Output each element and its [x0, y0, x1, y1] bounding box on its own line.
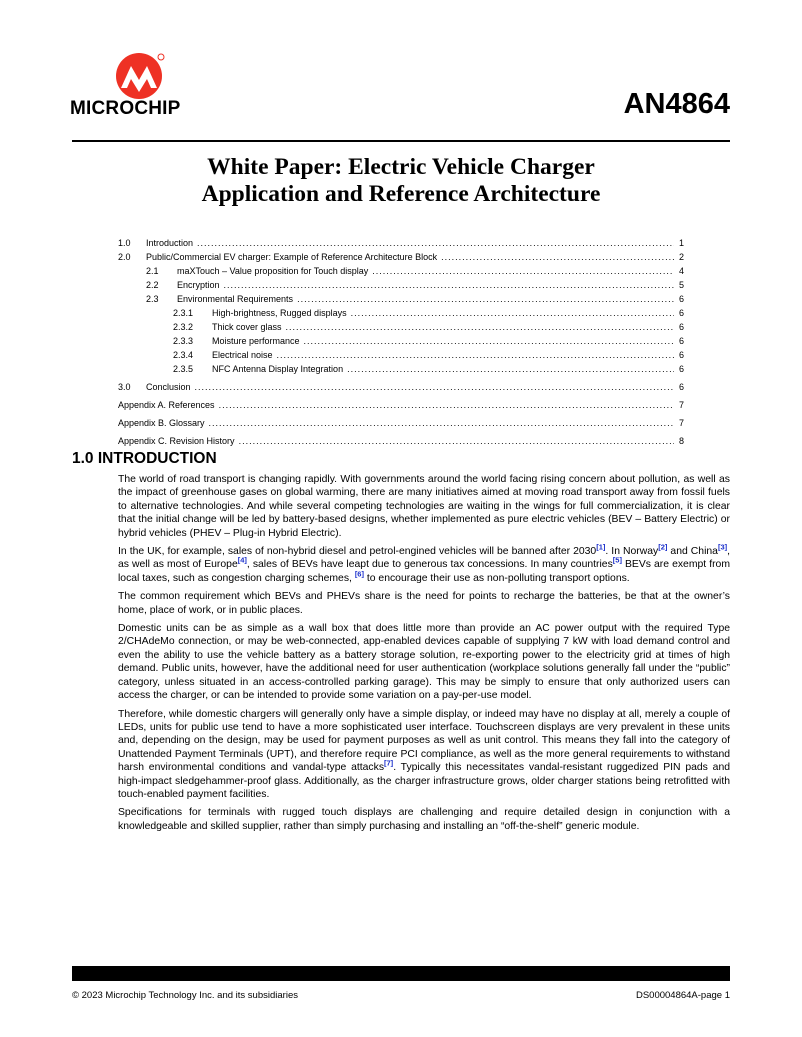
toc-number: 2.3.2	[173, 322, 194, 332]
paragraph-text: In the UK, for example, sales of non-hybrid diesel and petrol-engined vehicles will be banned after 2030	[118, 546, 597, 558]
paragraph-text: , as well as most of Europe	[118, 546, 731, 571]
reference-link[interactable]: [7]	[384, 758, 394, 768]
toc-page: 4	[678, 266, 684, 276]
toc-leader	[277, 348, 674, 362]
footer-page-ref: DS00004864A-page 1	[635, 990, 730, 1001]
toc-leader	[209, 416, 674, 430]
toc-title: Encryption	[177, 280, 220, 290]
toc-page: 1	[678, 238, 684, 248]
toc-title: Appendix C. Revision History	[118, 436, 235, 446]
toc-title: High-brightness, Rugged displays	[212, 308, 347, 318]
toc-number: 2.3.4	[173, 350, 194, 360]
toc-page: 7	[678, 418, 684, 428]
toc-number: 1.0	[118, 238, 131, 248]
toc-leader	[441, 250, 674, 264]
page-title	[72, 154, 730, 208]
toc-title: Appendix A. References	[118, 400, 215, 410]
toc-leader	[195, 380, 674, 394]
toc-number: 2.0	[118, 252, 131, 262]
toc-leader	[224, 278, 674, 292]
paragraph: The world of road transport is changing rapidly. With governments around the world facing rising concern about pollution, as well as the impact of greenhouse gases on global warming, there are many initiatives aimed at moving road transport away from fossil fuels to alternative technologies. And while several competing technologies are waiting in the wings for full commercialization, it is clear that the initial change will be led by battery-based designs, whether implemented as pure electric vehicles (BEV – Battery Electric) or hybrid vehicles (PHEV – Plug-in Hybrid Electric).	[118, 474, 730, 539]
toc-number: 2.1	[146, 266, 159, 276]
toc-page: 6	[678, 322, 684, 332]
toc-page: 6	[678, 364, 684, 374]
toc-title: Electrical noise	[212, 350, 273, 360]
toc-leader	[239, 434, 674, 448]
toc-page: 7	[678, 400, 684, 410]
toc-entry[interactable]	[118, 250, 684, 264]
toc-number: 2.3	[146, 294, 159, 304]
toc-leader	[372, 264, 674, 278]
toc-number: 2.2	[146, 280, 159, 290]
microchip-logo	[70, 52, 220, 124]
toc-entry[interactable]	[118, 334, 684, 348]
toc-number: 2.3.5	[173, 364, 194, 374]
paragraph-text: Therefore, while domestic chargers will generally only have a simple display, or indeed may have no display at all, merely a couple of LEDs, units for public use tend to have a more sophisticated user interface. Touchscreen displays are very prevalent in these units and, depending on the design, may be used for payment purposes as well as unit control. This means they fall into the category of Unattended Payment Terminals (UPT), and therefore require PCI compliance, as well as the more general requirements to withstand harsh environmental conditions and vandal-type attacks	[118, 708, 730, 774]
toc-page: 8	[678, 436, 684, 446]
toc-leader	[297, 292, 674, 306]
toc-leader	[219, 398, 674, 412]
toc-leader	[351, 306, 674, 320]
toc-leader	[197, 236, 674, 250]
toc-title: Conclusion	[146, 382, 191, 392]
toc-title: Appendix B. Glossary	[118, 418, 205, 428]
toc-number: 2.3.1	[173, 308, 194, 318]
paragraph-text: and China	[667, 546, 718, 558]
toc-entry[interactable]	[118, 264, 684, 278]
toc-entry[interactable]	[118, 416, 684, 430]
footer-copyright: © 2023 Microchip Technology Inc. and its subsidiaries	[72, 990, 298, 1001]
toc-title: Environmental Requirements	[177, 294, 294, 304]
reference-link[interactable]: [3]	[717, 542, 728, 552]
toc-title: Introduction	[146, 238, 194, 248]
toc-leader	[286, 320, 674, 334]
reference-link[interactable]: [2]	[658, 542, 668, 552]
toc-page: 6	[678, 382, 684, 392]
toc-leader	[304, 334, 674, 348]
toc-title: maXTouch – Value proposition for Touch display	[177, 266, 369, 276]
toc-number: 3.0	[118, 382, 131, 392]
toc-entry[interactable]	[118, 398, 684, 412]
paragraph-text: . Typically this necessitates vandal-resistant ruggedized PIN pads and high-impact sledgehammer-proof glass. Additionally, as the charger infrastructure grows, older charger stations being retrofitted with touch-enabled payment facilities.	[118, 762, 731, 800]
toc-entry[interactable]	[118, 278, 684, 292]
paragraph	[118, 542, 731, 585]
toc-page: 2	[678, 252, 684, 262]
microchip-logo-icon	[112, 52, 166, 100]
toc-entry[interactable]	[118, 292, 684, 306]
toc-entry[interactable]	[118, 362, 684, 376]
toc-entry[interactable]	[118, 434, 684, 448]
toc-page: 6	[678, 294, 684, 304]
reference-link[interactable]: [6]	[354, 569, 364, 579]
footer-bar	[72, 966, 730, 981]
section-heading: 1.0 INTRODUCTION	[72, 450, 217, 467]
toc-page: 6	[678, 336, 684, 346]
toc-title: Thick cover glass	[212, 322, 282, 332]
reference-link[interactable]: [5]	[612, 555, 622, 565]
paragraph-text: , sales of BEVs have leapt due to generous tax concessions. In many countries	[246, 559, 613, 571]
toc-page: 6	[678, 308, 684, 318]
toc-page: 5	[678, 280, 684, 290]
paragraph-text: . In Norway	[605, 546, 659, 558]
section-body	[118, 473, 730, 838]
toc-number: 2.3.3	[173, 336, 194, 346]
table-of-contents	[118, 236, 684, 448]
paragraph: The common requirement which BEVs and PHEVs share is the need for points to recharge the batteries, be that at the owner’s home, place of work, or in public places.	[118, 591, 730, 616]
reference-link[interactable]: [1]	[596, 542, 606, 552]
toc-entry[interactable]	[118, 236, 684, 250]
toc-title: Moisture performance	[212, 336, 300, 346]
title-line-1: White Paper: Electric Vehicle Charger	[207, 154, 595, 180]
toc-entry[interactable]	[118, 306, 684, 320]
toc-entry[interactable]	[118, 320, 684, 334]
toc-leader	[347, 362, 674, 376]
paragraph-text: BEVs are exempt from local taxes, such as congestion charging schemes,	[118, 559, 730, 584]
toc-title: NFC Antenna Display Integration	[212, 364, 344, 374]
logo-wordmark: MICROCHIP	[70, 98, 181, 119]
document-id: AN4864	[623, 88, 730, 120]
paragraph-text: to encourage their use as non-polluting transport options.	[363, 572, 630, 584]
toc-title: Public/Commercial EV charger: Example of Reference Architecture Block	[146, 252, 438, 262]
title-line-2: Application and Reference Architecture	[201, 181, 601, 207]
paragraph: Specifications for terminals with rugged touch displays are challenging and require detailed design in conjunction with a knowledgeable and skilled supplier, rather than simply purchasing and installing an “off-the-shelf” generic module.	[118, 807, 730, 832]
paragraph	[118, 708, 730, 802]
toc-entry[interactable]	[118, 380, 684, 394]
toc-page: 6	[678, 350, 684, 360]
header-rule	[72, 140, 730, 142]
reference-link[interactable]: [4]	[237, 555, 247, 565]
paragraph: Domestic units can be as simple as a wall box that does little more than provide an AC power output with the required Type 2/CHAdeMo connection, or may be web-connected, app-enabled devices capable of supplying 7 kW with load demand control and even the ability to use the vehicle battery as a battery storage solution, re-exporting power to the electricity grid at times of high demand. Public units, however, have the additional need for user authentication (workplace solutions generally fall under the “public” category, unless situated in an access-controlled parking garage). This may be simply to ensure that only authorized users can access the charger, or can be intended to provide some variation on a pay-per-use model.	[118, 623, 730, 702]
toc-entry[interactable]	[118, 348, 684, 362]
